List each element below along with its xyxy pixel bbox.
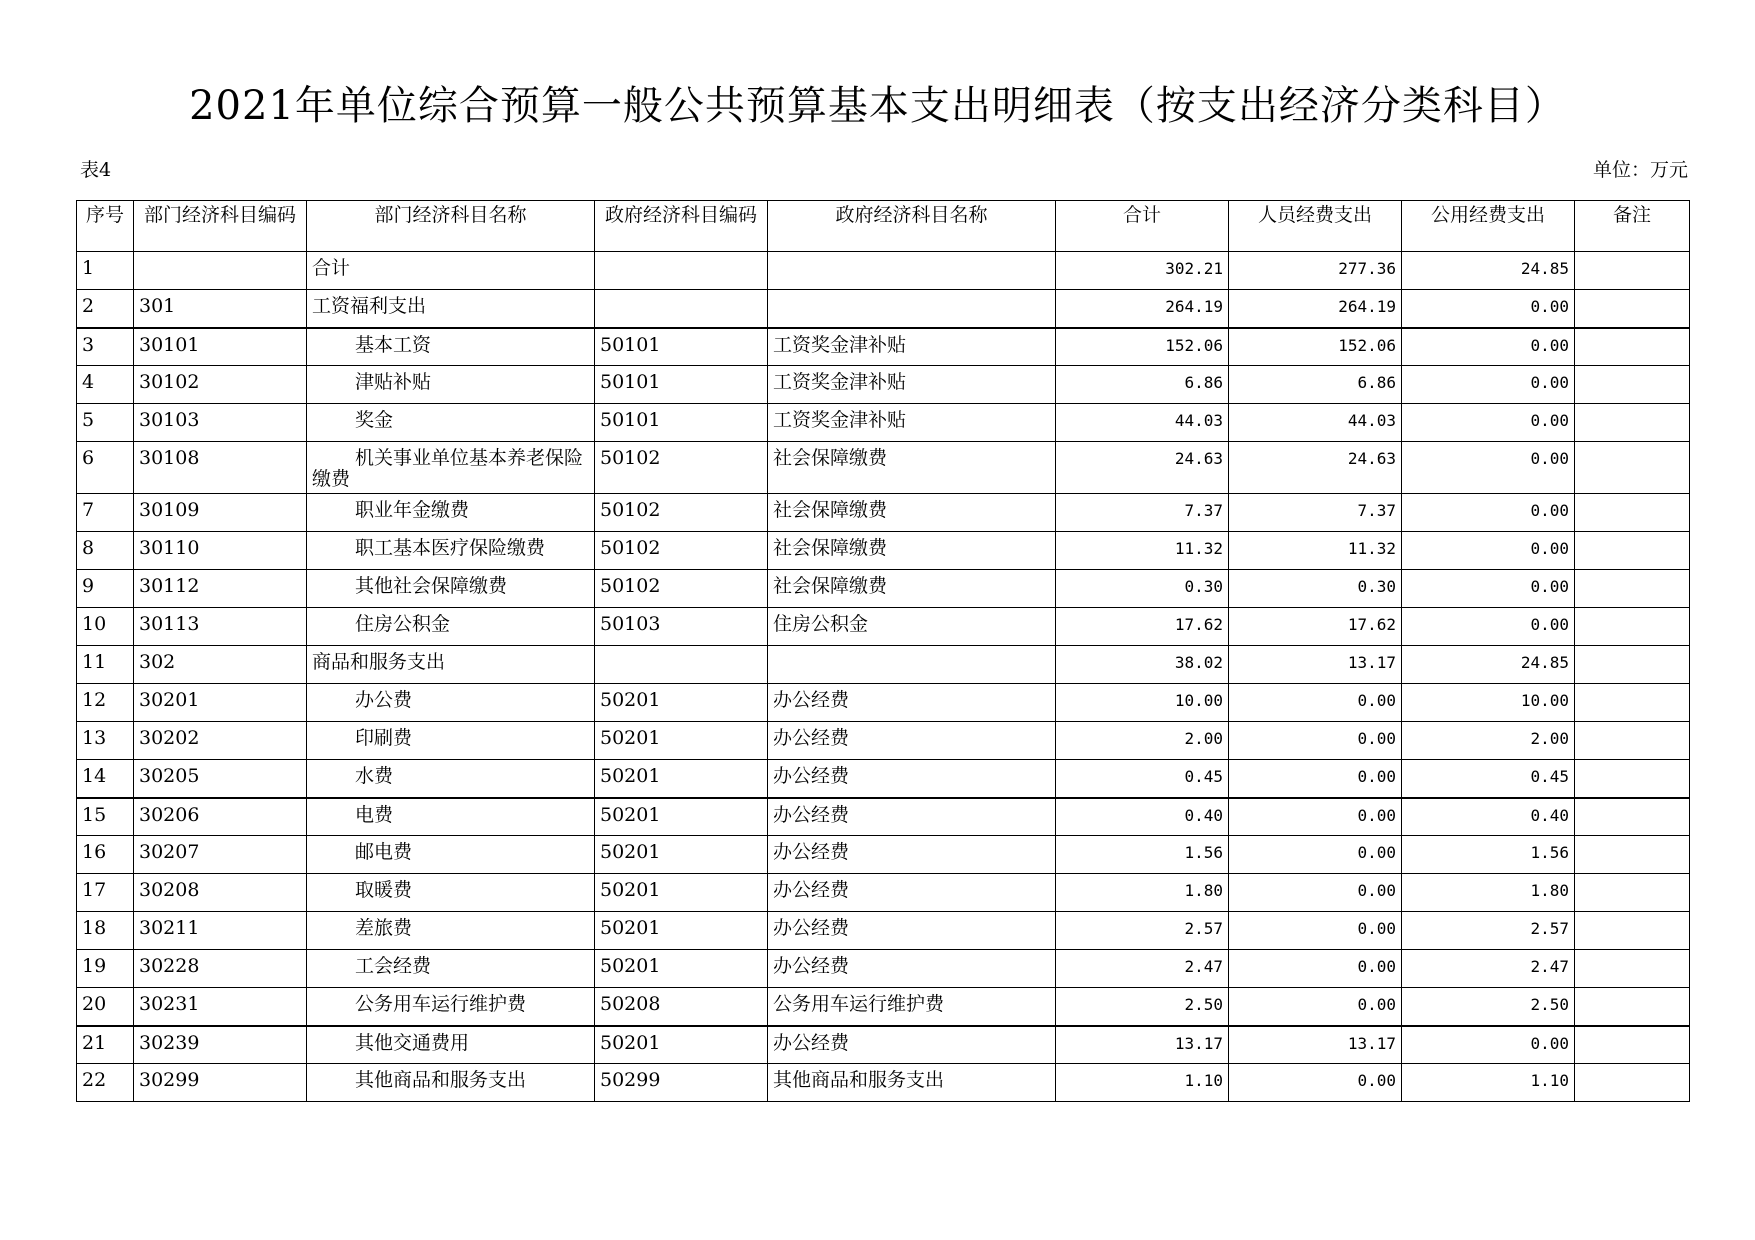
row-dept-name: 合计 [307,252,595,290]
row-gov-code: 50299 [595,1064,768,1102]
row-note [1575,798,1690,836]
row-public: 10.00 [1402,684,1575,722]
row-dept-name: 奖金 [307,404,595,442]
table-number: 表4 [80,159,112,181]
row-dept-name: 基本工资 [307,328,595,366]
row-gov-code [595,252,768,290]
row-public: 0.00 [1402,570,1575,608]
row-public: 2.00 [1402,722,1575,760]
row-dept-code: 30108 [134,442,307,494]
row-gov-code: 50101 [595,366,768,404]
row-gov-name [768,646,1056,684]
row-gov-name: 公务用车运行维护费 [768,988,1056,1026]
row-public: 0.00 [1402,1026,1575,1064]
row-gov-code: 50208 [595,988,768,1026]
row-total: 264.19 [1056,290,1229,328]
row-seq: 9 [77,570,134,608]
row-dept-code: 30239 [134,1026,307,1064]
row-gov-code: 50101 [595,404,768,442]
row-total: 11.32 [1056,532,1229,570]
row-dept-code: 30109 [134,494,307,532]
row-dept-code [134,252,307,290]
table-row [77,328,1690,366]
row-gov-name: 社会保障缴费 [768,494,1056,532]
row-personnel: 152.06 [1229,328,1402,366]
row-gov-name: 其他商品和服务支出 [768,1064,1056,1102]
table-row [77,836,1690,874]
row-dept-name: 电费 [307,798,595,836]
row-public: 1.10 [1402,1064,1575,1102]
row-note [1575,722,1690,760]
row-gov-name: 社会保障缴费 [768,442,1056,494]
row-seq: 7 [77,494,134,532]
row-gov-code: 50102 [595,442,768,494]
row-public: 0.00 [1402,290,1575,328]
row-dept-code: 30206 [134,798,307,836]
row-public: 0.00 [1402,494,1575,532]
row-dept-name: 其他交通费用 [307,1026,595,1064]
row-dept-code: 30205 [134,760,307,798]
table-row [77,1026,1690,1064]
row-public: 0.00 [1402,404,1575,442]
row-note [1575,646,1690,684]
row-public: 2.57 [1402,912,1575,950]
row-public: 0.00 [1402,608,1575,646]
header-public: 公用经费支出 [1402,201,1575,252]
row-personnel: 264.19 [1229,290,1402,328]
row-note [1575,836,1690,874]
row-gov-name: 办公经费 [768,912,1056,950]
row-gov-code: 50201 [595,760,768,798]
table-row [77,950,1690,988]
table-row [77,252,1690,290]
row-seq: 22 [77,1064,134,1102]
table-row [77,494,1690,532]
row-gov-name [768,252,1056,290]
row-dept-name: 水费 [307,760,595,798]
row-gov-name: 社会保障缴费 [768,532,1056,570]
row-dept-code: 30299 [134,1064,307,1102]
header-row [77,201,1690,252]
row-seq: 3 [77,328,134,366]
row-personnel: 44.03 [1229,404,1402,442]
row-total: 13.17 [1056,1026,1229,1064]
row-seq: 21 [77,1026,134,1064]
row-total: 1.56 [1056,836,1229,874]
table-row [77,874,1690,912]
header-gov-name: 政府经济科目名称 [768,201,1056,252]
row-dept-code: 30112 [134,570,307,608]
row-dept-name: 职业年金缴费 [307,494,595,532]
row-personnel: 7.37 [1229,494,1402,532]
table-row [77,1064,1690,1102]
row-personnel: 0.00 [1229,950,1402,988]
row-gov-code: 50103 [595,608,768,646]
row-seq: 6 [77,442,134,494]
row-gov-name: 办公经费 [768,722,1056,760]
unit-label: 单位：万元 [1592,159,1688,181]
row-public: 0.45 [1402,760,1575,798]
row-personnel: 0.30 [1229,570,1402,608]
row-note [1575,494,1690,532]
row-dept-code: 30211 [134,912,307,950]
row-gov-name: 住房公积金 [768,608,1056,646]
row-total: 2.00 [1056,722,1229,760]
table-row [77,646,1690,684]
row-gov-code: 50201 [595,798,768,836]
row-public: 0.00 [1402,442,1575,494]
row-note [1575,1026,1690,1064]
row-dept-code: 30101 [134,328,307,366]
row-personnel: 24.63 [1229,442,1402,494]
row-dept-name: 住房公积金 [307,608,595,646]
row-gov-name: 办公经费 [768,760,1056,798]
row-public: 1.56 [1402,836,1575,874]
row-gov-code: 50102 [595,570,768,608]
row-seq: 12 [77,684,134,722]
table-row [77,442,1690,494]
row-personnel: 0.00 [1229,798,1402,836]
row-gov-name [768,290,1056,328]
row-gov-name: 社会保障缴费 [768,570,1056,608]
row-dept-name: 津贴补贴 [307,366,595,404]
row-gov-name: 工资奖金津补贴 [768,328,1056,366]
row-dept-code: 30103 [134,404,307,442]
row-personnel: 13.17 [1229,646,1402,684]
row-dept-name: 商品和服务支出 [307,646,595,684]
row-gov-code: 50201 [595,912,768,950]
row-note [1575,912,1690,950]
row-seq: 14 [77,760,134,798]
row-personnel: 0.00 [1229,912,1402,950]
row-personnel: 0.00 [1229,684,1402,722]
row-dept-code: 30208 [134,874,307,912]
row-total: 1.80 [1056,874,1229,912]
header-seq: 序号 [77,201,134,252]
table-row [77,366,1690,404]
header-dept-code: 部门经济科目编码 [134,201,307,252]
row-dept-name: 职工基本医疗保险缴费 [307,532,595,570]
row-seq: 20 [77,988,134,1026]
page-title: 2021年单位综合预算一般公共预算基本支出明细表（按支出经济分类科目） [189,83,1566,129]
row-note [1575,608,1690,646]
row-note [1575,366,1690,404]
header-gov-code: 政府经济科目编码 [595,201,768,252]
row-personnel: 0.00 [1229,1064,1402,1102]
row-gov-code: 50201 [595,1026,768,1064]
row-personnel: 0.00 [1229,760,1402,798]
row-total: 1.10 [1056,1064,1229,1102]
table-row [77,760,1690,798]
row-note [1575,532,1690,570]
row-total: 17.62 [1056,608,1229,646]
row-total: 2.57 [1056,912,1229,950]
row-note [1575,442,1690,494]
row-gov-code: 50102 [595,494,768,532]
header-total: 合计 [1056,201,1229,252]
row-public: 0.40 [1402,798,1575,836]
row-dept-code: 30110 [134,532,307,570]
row-personnel: 6.86 [1229,366,1402,404]
row-note [1575,1064,1690,1102]
row-total: 24.63 [1056,442,1229,494]
row-seq: 1 [77,252,134,290]
row-dept-code: 30113 [134,608,307,646]
table-row [77,608,1690,646]
table-header [77,201,1690,252]
row-public: 2.50 [1402,988,1575,1026]
row-dept-code: 30231 [134,988,307,1026]
row-gov-name: 办公经费 [768,836,1056,874]
row-total: 2.47 [1056,950,1229,988]
row-dept-name: 印刷费 [307,722,595,760]
row-public: 0.00 [1402,366,1575,404]
row-note [1575,570,1690,608]
row-seq: 19 [77,950,134,988]
row-seq: 2 [77,290,134,328]
table-row [77,722,1690,760]
row-dept-name: 其他社会保障缴费 [307,570,595,608]
row-seq: 18 [77,912,134,950]
row-personnel: 17.62 [1229,608,1402,646]
row-public: 24.85 [1402,252,1575,290]
row-gov-name: 工资奖金津补贴 [768,366,1056,404]
table-row [77,684,1690,722]
row-note [1575,950,1690,988]
row-dept-name: 工会经费 [307,950,595,988]
row-gov-code [595,290,768,328]
row-seq: 17 [77,874,134,912]
row-note [1575,874,1690,912]
row-seq: 15 [77,798,134,836]
row-note [1575,988,1690,1026]
table-row [77,798,1690,836]
row-public: 24.85 [1402,646,1575,684]
header-dept-name: 部门经济科目名称 [307,201,595,252]
table-row [77,570,1690,608]
row-note [1575,252,1690,290]
row-gov-name: 办公经费 [768,1026,1056,1064]
row-seq: 5 [77,404,134,442]
row-public: 0.00 [1402,532,1575,570]
row-gov-code [595,646,768,684]
row-gov-name: 办公经费 [768,950,1056,988]
row-note [1575,760,1690,798]
row-dept-name: 工资福利支出 [307,290,595,328]
row-note [1575,290,1690,328]
row-seq: 16 [77,836,134,874]
row-seq: 11 [77,646,134,684]
table-row [77,290,1690,328]
row-total: 302.21 [1056,252,1229,290]
row-total: 0.40 [1056,798,1229,836]
row-total: 0.30 [1056,570,1229,608]
row-total: 44.03 [1056,404,1229,442]
header-note: 备注 [1575,201,1690,252]
row-note [1575,328,1690,366]
row-personnel: 11.32 [1229,532,1402,570]
row-seq: 10 [77,608,134,646]
row-gov-code: 50101 [595,328,768,366]
row-personnel: 277.36 [1229,252,1402,290]
row-gov-code: 50201 [595,722,768,760]
row-personnel: 0.00 [1229,988,1402,1026]
row-seq: 4 [77,366,134,404]
row-public: 1.80 [1402,874,1575,912]
row-dept-code: 301 [134,290,307,328]
row-dept-code: 30207 [134,836,307,874]
table-body [77,252,1690,1102]
table-row [77,532,1690,570]
row-dept-name: 机关事业单位基本养老保险缴费 [307,442,595,494]
row-gov-code: 50201 [595,950,768,988]
row-public: 0.00 [1402,328,1575,366]
row-dept-name: 其他商品和服务支出 [307,1064,595,1102]
table-row [77,404,1690,442]
row-gov-code: 50201 [595,684,768,722]
row-total: 152.06 [1056,328,1229,366]
row-total: 10.00 [1056,684,1229,722]
row-dept-code: 30228 [134,950,307,988]
row-seq: 8 [77,532,134,570]
row-gov-code: 50201 [595,836,768,874]
row-dept-code: 30201 [134,684,307,722]
row-dept-name: 邮电费 [307,836,595,874]
row-gov-code: 50201 [595,874,768,912]
row-public: 2.47 [1402,950,1575,988]
table-row [77,912,1690,950]
row-total: 2.50 [1056,988,1229,1026]
row-gov-name: 工资奖金津补贴 [768,404,1056,442]
row-personnel: 13.17 [1229,1026,1402,1064]
row-total: 7.37 [1056,494,1229,532]
row-personnel: 0.00 [1229,722,1402,760]
row-gov-name: 办公经费 [768,798,1056,836]
row-total: 6.86 [1056,366,1229,404]
row-note [1575,684,1690,722]
header-personnel: 人员经费支出 [1229,201,1402,252]
row-note [1575,404,1690,442]
row-dept-name: 差旅费 [307,912,595,950]
row-gov-code: 50102 [595,532,768,570]
table-row [77,988,1690,1026]
row-gov-name: 办公经费 [768,684,1056,722]
row-total: 38.02 [1056,646,1229,684]
row-dept-name: 取暖费 [307,874,595,912]
row-dept-name: 办公费 [307,684,595,722]
row-seq: 13 [77,722,134,760]
expenditure-table [76,200,1690,1102]
row-dept-name: 公务用车运行维护费 [307,988,595,1026]
row-gov-name: 办公经费 [768,874,1056,912]
row-personnel: 0.00 [1229,874,1402,912]
row-total: 0.45 [1056,760,1229,798]
row-personnel: 0.00 [1229,836,1402,874]
row-dept-code: 30102 [134,366,307,404]
row-dept-code: 30202 [134,722,307,760]
row-dept-code: 302 [134,646,307,684]
